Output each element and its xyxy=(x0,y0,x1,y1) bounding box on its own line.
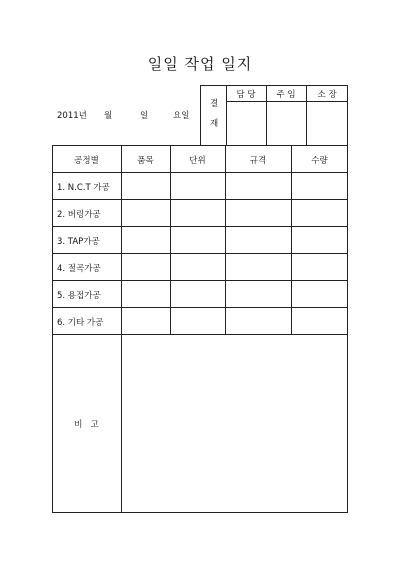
approval-label-1: 결 xyxy=(210,99,219,109)
remarks-area[interactable] xyxy=(122,335,347,512)
header-item: 품목 xyxy=(137,156,154,166)
date-day-label: 일 xyxy=(140,111,149,121)
row-label: 2. 버링가공 xyxy=(57,210,101,220)
approval-label-2: 재 xyxy=(210,119,219,129)
row-label: 4. 절곡가공 xyxy=(57,264,101,274)
remarks-label: 비 고 xyxy=(74,420,99,430)
header-process: 공정별 xyxy=(74,156,99,166)
header-spec: 규격 xyxy=(249,156,267,166)
approval-column-3: 소 장 xyxy=(317,90,337,100)
header-unit: 단위 xyxy=(189,156,206,166)
header-quantity: 수량 xyxy=(311,156,328,166)
page-title: 일일 작업 일지 xyxy=(147,55,253,73)
date-month-label: 월 xyxy=(104,111,113,121)
row-label: 5. 용접가공 xyxy=(57,291,101,301)
approval-column-1: 담 당 xyxy=(236,90,256,100)
row-label: 3. TAP가공 xyxy=(57,237,100,247)
row-label: 6. 기타 가공 xyxy=(57,318,104,328)
date-year: 2011년 xyxy=(57,111,87,121)
approval-column-2: 주 임 xyxy=(276,90,296,100)
row-label: 1. N.C.T 가공 xyxy=(57,183,110,193)
date-weekday-label: 요일 xyxy=(173,111,190,121)
